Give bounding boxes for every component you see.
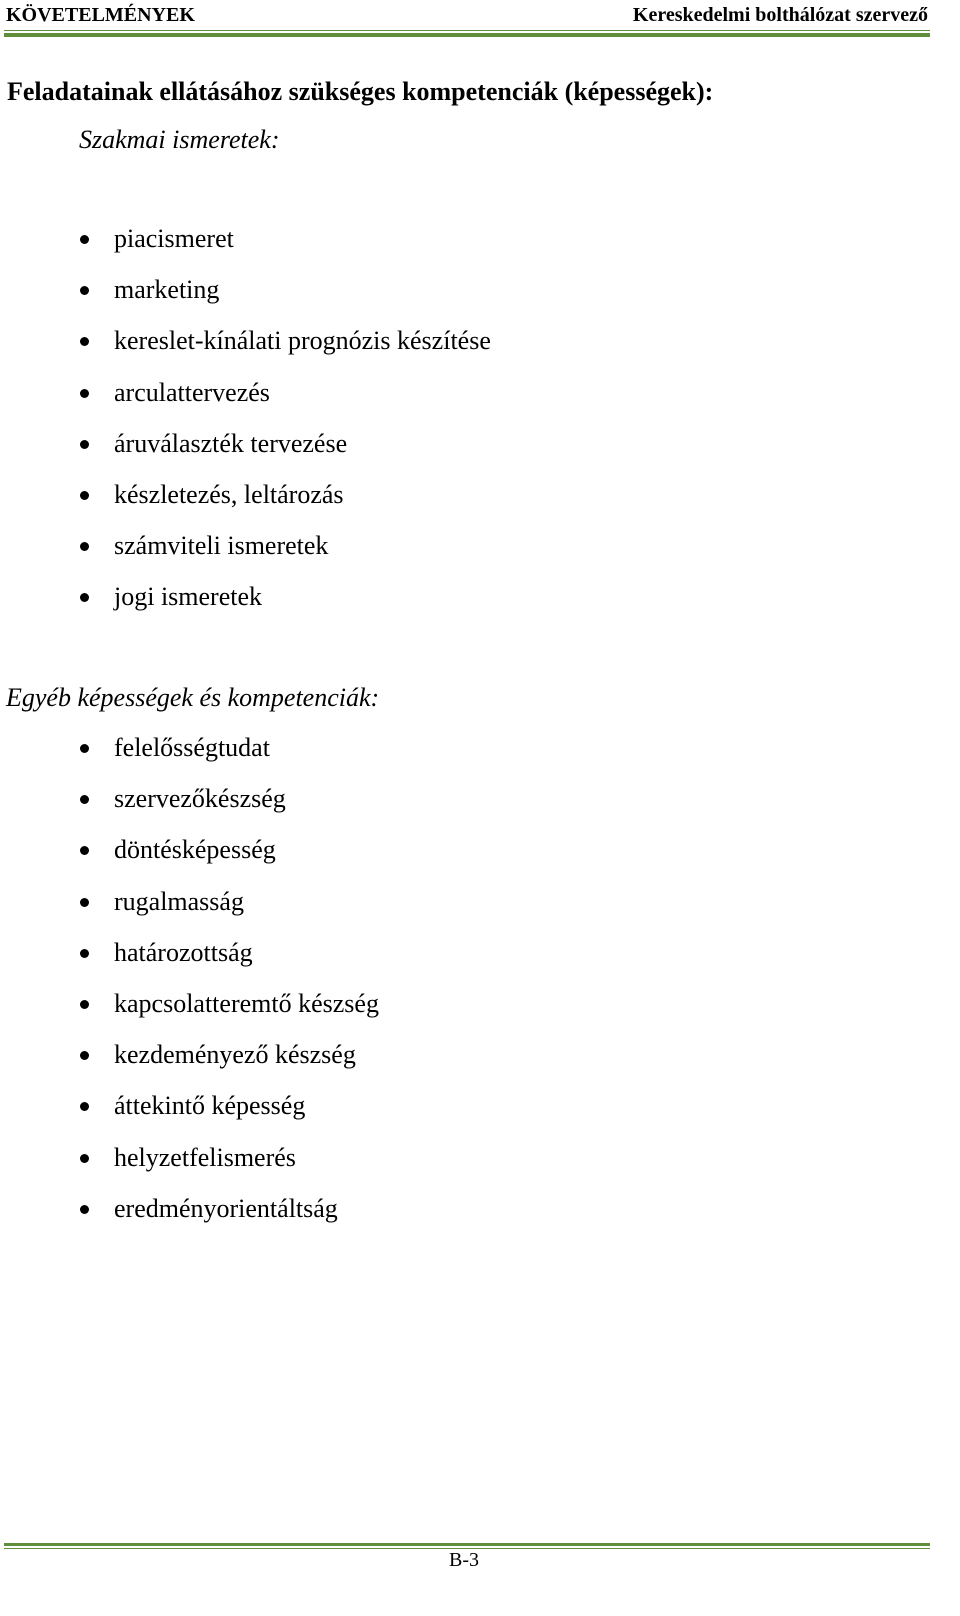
page-number: B-3 (449, 1549, 479, 1571)
bullet-icon (80, 337, 89, 346)
list-item-text: készletezés, leltározás (114, 479, 344, 509)
bullet-icon (80, 542, 89, 551)
list-item-text: áttekintő képesség (114, 1091, 306, 1121)
list-item-text: rugalmasság (114, 886, 244, 916)
bullet-icon (80, 593, 89, 602)
bullet-icon (80, 440, 89, 449)
list-item-text: kereslet-kínálati prognózis készítése (114, 326, 491, 356)
list-item-text: áruválaszték tervezése (114, 428, 348, 458)
header-right-text: Kereskedelmi bolthálózat szervező (632, 4, 928, 26)
list-item-text: döntésképesség (114, 835, 276, 865)
bullet-icon (80, 1051, 89, 1060)
bullet-icon (80, 491, 89, 500)
list-item-text: eredményorientáltság (114, 1193, 338, 1223)
list-item-text: piacismeret (114, 224, 234, 253)
professional-knowledge-heading: Szakmai ismeretek: (79, 125, 280, 154)
page-header (6, 3, 928, 29)
list-item-text: helyzetfelismerés (114, 1142, 296, 1172)
bullet-icon (80, 235, 89, 244)
bullet-icon (80, 286, 89, 295)
list-item-text: számviteli ismeretek (114, 531, 329, 561)
header-rule-thin (4, 30, 930, 31)
bullet-icon (80, 1000, 89, 1009)
bullet-icon (80, 1154, 89, 1163)
list-item-text: felelősségtudat (114, 733, 270, 762)
list-item-text: jogi ismeretek (114, 582, 263, 612)
bullet-icon (80, 389, 89, 398)
bullet-icon (80, 846, 89, 855)
section-title: Feladatainak ellátásához szükséges kompetenciák (képességek): (7, 77, 714, 106)
bullet-icon (80, 898, 89, 907)
bullet-icon (80, 795, 89, 804)
header-rule (4, 33, 930, 37)
footer-rule (4, 1543, 930, 1546)
bullet-icon (80, 1102, 89, 1111)
list-item-text: arculattervezés (114, 377, 270, 407)
bullet-icon (80, 744, 89, 753)
list-item-text: kezdeményező készség (114, 1040, 356, 1070)
list-item-text: kapcsolatteremtő készség (114, 988, 379, 1018)
list-item-text: szervezőkészség (114, 784, 286, 814)
list-item-text: marketing (114, 275, 220, 305)
other-skills-heading: Egyéb képességek és kompetenciák: (6, 683, 380, 712)
list-item-text: határozottság (114, 937, 253, 967)
bullet-icon (80, 949, 89, 958)
bullet-icon (80, 1205, 89, 1214)
header-left-text: KÖVETELMÉNYEK (6, 4, 195, 26)
